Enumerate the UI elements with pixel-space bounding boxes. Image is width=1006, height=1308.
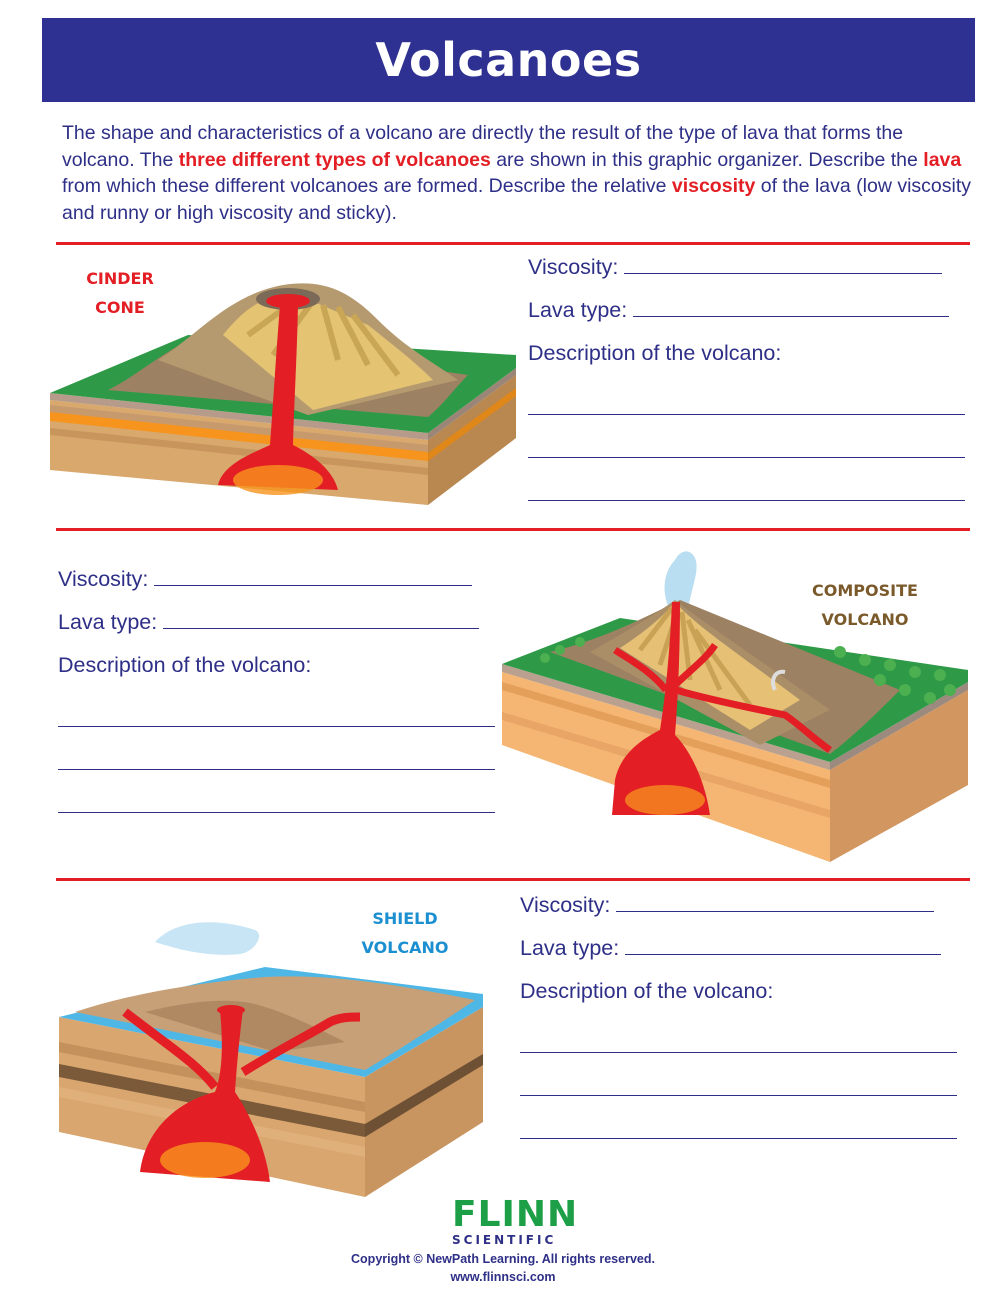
cinder-cone-description-label: Description of the volcano: — [528, 341, 782, 365]
composite-volcano-title-line2: VOLCANO — [821, 610, 909, 629]
cinder-cone-lava-type-line[interactable] — [633, 298, 949, 317]
composite-volcano-lava-type-line[interactable] — [163, 610, 479, 629]
section-divider — [56, 242, 970, 245]
composite-volcano-viscosity-label: Viscosity: — [58, 567, 149, 591]
flinn-logo — [440, 1194, 580, 1247]
shield-volcano-viscosity-line[interactable] — [616, 893, 934, 912]
cinder-cone-title-line1: CINDER — [86, 269, 154, 288]
cinder-cone-description-line-3[interactable] — [528, 470, 965, 501]
flinn-logo-sub: SCIENTIFIC — [452, 1233, 557, 1247]
website-url: www.flinnsci.com — [450, 1270, 556, 1284]
shield-volcano-viscosity-label: Viscosity: — [520, 893, 611, 917]
shield-volcano-description-line-2[interactable] — [520, 1065, 957, 1096]
cinder-cone-lava-type-label: Lava type: — [528, 298, 628, 322]
cinder-cone-description-line-2[interactable] — [528, 427, 965, 458]
cinder-cone-title-line2: CONE — [95, 298, 145, 317]
shield-volcano-description-line-1[interactable] — [520, 1022, 957, 1053]
composite-volcano-title-line1: COMPOSITE — [812, 581, 918, 600]
composite-volcano-description-label: Description of the volcano: — [58, 653, 312, 677]
shield-volcano-description-label: Description of the volcano: — [520, 979, 774, 1003]
cinder-cone-form — [528, 255, 965, 513]
cinder-cone-illustration — [48, 265, 518, 510]
composite-volcano-description-line-2[interactable] — [58, 739, 495, 770]
shield-volcano-description-line-3[interactable] — [520, 1108, 957, 1139]
flinn-logo-main: FLINN — [452, 1194, 579, 1235]
cinder-cone-description-line-1[interactable] — [528, 384, 965, 415]
copyright-text: Copyright © NewPath Learning. All rights reserved. — [351, 1252, 655, 1266]
intro-text-3: from which these different volcanoes are formed. Describe the relative — [62, 175, 672, 197]
cinder-cone-viscosity-label: Viscosity: — [528, 255, 619, 279]
shield-volcano-title-line2: VOLCANO — [361, 938, 449, 957]
composite-volcano-lava-type-label: Lava type: — [58, 610, 158, 634]
composite-volcano-description-line-3[interactable] — [58, 782, 495, 813]
shield-volcano-illustration — [55, 912, 485, 1202]
section-divider — [56, 528, 970, 531]
intro-paragraph — [62, 120, 977, 226]
composite-volcano-viscosity-line[interactable] — [154, 567, 472, 586]
intro-text-4: of the lava (low viscosity and runny or high viscosity and sticky). — [62, 175, 971, 224]
composite-volcano-description-line-1[interactable] — [58, 696, 495, 727]
intro-text-1: The shape and characteristics of a volcano are directly the result of the type of lava that forms the volcano. The — [62, 122, 904, 171]
shield-volcano-lava-type-line[interactable] — [625, 936, 941, 955]
page-title: Volcanoes — [375, 33, 642, 87]
shield-volcano-form — [520, 893, 957, 1151]
intro-highlight-volcano-types: three different types of volcanoes — [178, 148, 491, 171]
cinder-cone-viscosity-line[interactable] — [624, 255, 942, 274]
shield-volcano-lava-type-label: Lava type: — [520, 936, 620, 960]
intro-text-2: are shown in this graphic organizer. Describe the — [490, 148, 924, 171]
title-banner — [42, 18, 975, 102]
intro-highlight-viscosity: viscosity — [671, 175, 756, 197]
composite-volcano-illustration — [500, 540, 970, 865]
section-divider — [56, 878, 970, 881]
intro-highlight-lava: lava — [923, 148, 962, 171]
composite-volcano-form — [58, 567, 495, 825]
shield-volcano-title-line1: SHIELD — [372, 909, 438, 928]
